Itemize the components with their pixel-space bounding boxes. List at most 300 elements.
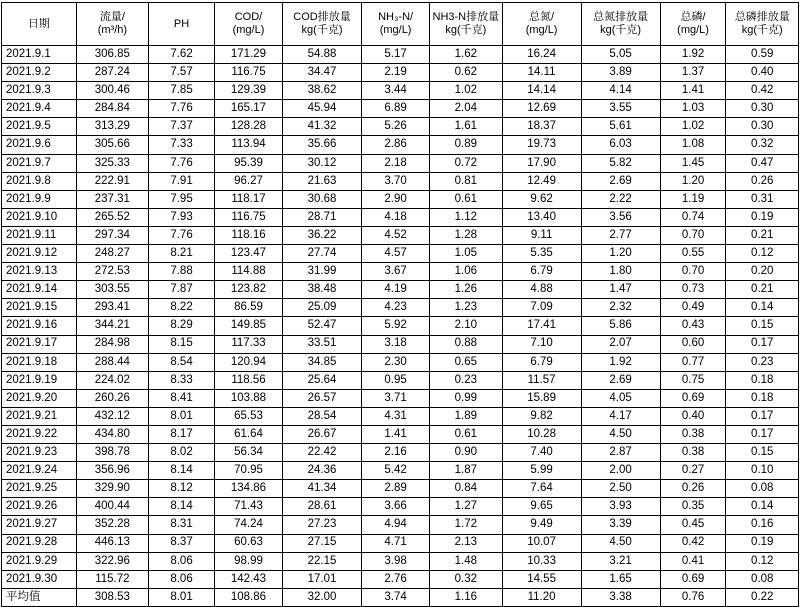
column-header-unit: (m³/h) bbox=[97, 24, 128, 36]
cell-value: 0.88 bbox=[430, 335, 502, 353]
cell-value: 52.47 bbox=[283, 317, 362, 335]
cell-value: 4.50 bbox=[581, 425, 660, 443]
cell-value: 128.28 bbox=[214, 118, 282, 136]
cell-value: 113.94 bbox=[214, 136, 282, 154]
table-row bbox=[2, 190, 799, 208]
cell-value: 1.06 bbox=[430, 263, 502, 281]
cell-value: 70.95 bbox=[214, 462, 282, 480]
cell-date: 2021.9.29 bbox=[2, 552, 77, 570]
cell-value: 0.32 bbox=[430, 570, 502, 588]
cell-value: 4.50 bbox=[581, 534, 660, 552]
cell-value: 3.18 bbox=[362, 335, 430, 353]
column-header-unit: kg(千克) bbox=[600, 24, 642, 36]
table-row bbox=[2, 245, 799, 263]
cell-value: 434.80 bbox=[76, 425, 148, 443]
cell-value: 1.92 bbox=[660, 46, 726, 64]
cell-value: 7.09 bbox=[502, 299, 581, 317]
cell-value: 0.35 bbox=[660, 498, 726, 516]
table-row bbox=[2, 299, 799, 317]
cell-value: 11.57 bbox=[502, 371, 581, 389]
cell-value: 0.15 bbox=[726, 317, 799, 335]
cell-value: 18.37 bbox=[502, 118, 581, 136]
cell-value: 14.11 bbox=[502, 64, 581, 82]
column-header-1 bbox=[76, 3, 148, 46]
cell-value: 0.70 bbox=[660, 226, 726, 244]
cell-value: 0.62 bbox=[430, 64, 502, 82]
cell-value: 7.62 bbox=[149, 46, 215, 64]
cell-value: 0.72 bbox=[430, 154, 502, 172]
cell-value: 34.47 bbox=[283, 64, 362, 82]
average-row bbox=[2, 588, 799, 606]
cell-value: 0.42 bbox=[660, 534, 726, 552]
column-header-unit: (mg/L) bbox=[379, 24, 412, 36]
cell-value: 0.55 bbox=[660, 245, 726, 263]
column-header-2 bbox=[149, 3, 215, 46]
cell-value: 0.20 bbox=[726, 263, 799, 281]
cell-value: 9.11 bbox=[502, 226, 581, 244]
cell-value: 103.88 bbox=[214, 389, 282, 407]
table-row bbox=[2, 552, 799, 570]
cell-value: 7.76 bbox=[149, 100, 215, 118]
cell-date: 2021.9.10 bbox=[2, 208, 77, 226]
cell-value: 0.12 bbox=[726, 245, 799, 263]
table-row bbox=[2, 136, 799, 154]
cell-value: 0.30 bbox=[726, 100, 799, 118]
cell-value: 398.78 bbox=[76, 444, 148, 462]
table-row bbox=[2, 46, 799, 64]
cell-value: 248.27 bbox=[76, 245, 148, 263]
cell-value: 2.10 bbox=[430, 317, 502, 335]
column-header-main: NH3-N排放量 bbox=[432, 11, 500, 24]
cell-date: 2021.9.30 bbox=[2, 570, 77, 588]
cell-value: 8.14 bbox=[149, 462, 215, 480]
cell-value: 3.71 bbox=[362, 389, 430, 407]
cell-value: 7.76 bbox=[149, 154, 215, 172]
cell-value: 1.45 bbox=[660, 154, 726, 172]
column-header-main: 总磷/ bbox=[680, 11, 706, 24]
cell-value: 432.12 bbox=[76, 407, 148, 425]
cell-value: 7.40 bbox=[502, 444, 581, 462]
cell-value: 0.23 bbox=[430, 371, 502, 389]
cell-value: 1.47 bbox=[581, 281, 660, 299]
cell-value: 400.44 bbox=[76, 498, 148, 516]
cell-value: 4.88 bbox=[502, 281, 581, 299]
cell-value: 306.85 bbox=[76, 46, 148, 64]
cell-value: 10.33 bbox=[502, 552, 581, 570]
cell-value: 1.61 bbox=[430, 118, 502, 136]
cell-value: 2.07 bbox=[581, 335, 660, 353]
cell-value: 224.02 bbox=[76, 371, 148, 389]
cell-value: 2.04 bbox=[430, 100, 502, 118]
cell-value: 2.77 bbox=[581, 226, 660, 244]
cell-date: 2021.9.7 bbox=[2, 154, 77, 172]
cell-date: 2021.9.15 bbox=[2, 299, 77, 317]
cell-value: 2.86 bbox=[362, 136, 430, 154]
cell-value: 5.86 bbox=[581, 317, 660, 335]
column-header-6 bbox=[430, 3, 502, 46]
cell-value: 0.18 bbox=[726, 389, 799, 407]
cell-value: 35.66 bbox=[283, 136, 362, 154]
cell-value: 313.29 bbox=[76, 118, 148, 136]
cell-value: 3.70 bbox=[362, 172, 430, 190]
table-row bbox=[2, 425, 799, 443]
cell-value: 54.88 bbox=[283, 46, 362, 64]
cell-value: 0.18 bbox=[726, 371, 799, 389]
cell-value: 117.33 bbox=[214, 335, 282, 353]
column-header-4 bbox=[283, 3, 362, 46]
cell-value: 260.26 bbox=[76, 389, 148, 407]
column-header-3 bbox=[214, 3, 282, 46]
cell-date: 2021.9.13 bbox=[2, 263, 77, 281]
cell-value: 26.57 bbox=[283, 389, 362, 407]
cell-value: 2.87 bbox=[581, 444, 660, 462]
column-header-unit: kg(千克) bbox=[301, 24, 343, 36]
cell-value: 4.05 bbox=[581, 389, 660, 407]
table-row bbox=[2, 353, 799, 371]
cell-value: 25.09 bbox=[283, 299, 362, 317]
cell-value: 265.52 bbox=[76, 208, 148, 226]
cell-value: 123.82 bbox=[214, 281, 282, 299]
cell-average-value: 1.16 bbox=[430, 588, 502, 606]
cell-value: 284.84 bbox=[76, 100, 148, 118]
cell-value: 120.94 bbox=[214, 353, 282, 371]
cell-value: 7.37 bbox=[149, 118, 215, 136]
table-row bbox=[2, 208, 799, 226]
cell-value: 15.89 bbox=[502, 389, 581, 407]
cell-value: 8.37 bbox=[149, 534, 215, 552]
cell-value: 9.65 bbox=[502, 498, 581, 516]
cell-value: 3.67 bbox=[362, 263, 430, 281]
cell-value: 116.75 bbox=[214, 208, 282, 226]
cell-value: 8.41 bbox=[149, 389, 215, 407]
cell-value: 7.88 bbox=[149, 263, 215, 281]
column-header-8 bbox=[581, 3, 660, 46]
cell-value: 5.61 bbox=[581, 118, 660, 136]
cell-value: 30.68 bbox=[283, 190, 362, 208]
cell-value: 3.89 bbox=[581, 64, 660, 82]
cell-value: 7.91 bbox=[149, 172, 215, 190]
cell-value: 5.82 bbox=[581, 154, 660, 172]
cell-value: 1.87 bbox=[430, 462, 502, 480]
cell-value: 2.16 bbox=[362, 444, 430, 462]
cell-value: 329.90 bbox=[76, 480, 148, 498]
cell-value: 123.47 bbox=[214, 245, 282, 263]
cell-value: 1.26 bbox=[430, 281, 502, 299]
cell-value: 3.98 bbox=[362, 552, 430, 570]
cell-value: 114.88 bbox=[214, 263, 282, 281]
cell-value: 9.49 bbox=[502, 516, 581, 534]
cell-value: 28.71 bbox=[283, 208, 362, 226]
cell-value: 2.19 bbox=[362, 64, 430, 82]
cell-value: 9.82 bbox=[502, 407, 581, 425]
cell-value: 1.23 bbox=[430, 299, 502, 317]
cell-value: 0.43 bbox=[660, 317, 726, 335]
cell-value: 0.73 bbox=[660, 281, 726, 299]
cell-value: 17.90 bbox=[502, 154, 581, 172]
cell-value: 0.21 bbox=[726, 226, 799, 244]
table-body bbox=[2, 46, 799, 607]
column-header-main: COD/ bbox=[234, 11, 263, 24]
cell-date: 2021.9.4 bbox=[2, 100, 77, 118]
cell-value: 0.17 bbox=[726, 425, 799, 443]
cell-value: 10.28 bbox=[502, 425, 581, 443]
table-row bbox=[2, 82, 799, 100]
cell-value: 0.40 bbox=[726, 64, 799, 82]
cell-value: 5.05 bbox=[581, 46, 660, 64]
table-row bbox=[2, 462, 799, 480]
cell-average-value: 3.38 bbox=[581, 588, 660, 606]
cell-value: 96.27 bbox=[214, 172, 282, 190]
table-row bbox=[2, 64, 799, 82]
cell-value: 8.54 bbox=[149, 353, 215, 371]
cell-value: 142.43 bbox=[214, 570, 282, 588]
column-header-main: 流量/ bbox=[99, 11, 125, 24]
cell-value: 34.85 bbox=[283, 353, 362, 371]
table-row bbox=[2, 281, 799, 299]
cell-value: 8.15 bbox=[149, 335, 215, 353]
cell-value: 352.28 bbox=[76, 516, 148, 534]
cell-value: 1.19 bbox=[660, 190, 726, 208]
cell-value: 27.74 bbox=[283, 245, 362, 263]
cell-value: 305.66 bbox=[76, 136, 148, 154]
cell-value: 4.17 bbox=[581, 407, 660, 425]
cell-date: 2021.9.12 bbox=[2, 245, 77, 263]
cell-value: 12.69 bbox=[502, 100, 581, 118]
cell-value: 8.29 bbox=[149, 317, 215, 335]
cell-date: 2021.9.9 bbox=[2, 190, 77, 208]
table-row bbox=[2, 263, 799, 281]
cell-value: 0.14 bbox=[726, 299, 799, 317]
cell-date: 2021.9.8 bbox=[2, 172, 77, 190]
cell-value: 0.32 bbox=[726, 136, 799, 154]
table-row bbox=[2, 100, 799, 118]
cell-value: 14.14 bbox=[502, 82, 581, 100]
cell-value: 2.69 bbox=[581, 371, 660, 389]
cell-value: 5.35 bbox=[502, 245, 581, 263]
cell-value: 8.22 bbox=[149, 299, 215, 317]
cell-value: 3.21 bbox=[581, 552, 660, 570]
column-header-9 bbox=[660, 3, 726, 46]
cell-date: 2021.9.25 bbox=[2, 480, 77, 498]
table-row bbox=[2, 118, 799, 136]
cell-value: 26.67 bbox=[283, 425, 362, 443]
table-header bbox=[2, 3, 799, 46]
cell-value: 1.02 bbox=[430, 82, 502, 100]
table-row bbox=[2, 570, 799, 588]
cell-value: 6.03 bbox=[581, 136, 660, 154]
cell-value: 7.64 bbox=[502, 480, 581, 498]
cell-value: 0.38 bbox=[660, 425, 726, 443]
cell-value: 6.79 bbox=[502, 353, 581, 371]
cell-value: 17.01 bbox=[283, 570, 362, 588]
cell-value: 284.98 bbox=[76, 335, 148, 353]
cell-value: 24.36 bbox=[283, 462, 362, 480]
cell-value: 0.49 bbox=[660, 299, 726, 317]
cell-value: 71.43 bbox=[214, 498, 282, 516]
cell-date: 2021.9.16 bbox=[2, 317, 77, 335]
cell-value: 2.30 bbox=[362, 353, 430, 371]
cell-value: 0.41 bbox=[660, 552, 726, 570]
cell-value: 3.44 bbox=[362, 82, 430, 100]
cell-value: 1.20 bbox=[581, 245, 660, 263]
cell-value: 6.89 bbox=[362, 100, 430, 118]
cell-date: 2021.9.24 bbox=[2, 462, 77, 480]
cell-value: 1.20 bbox=[660, 172, 726, 190]
cell-value: 0.45 bbox=[660, 516, 726, 534]
cell-value: 0.08 bbox=[726, 480, 799, 498]
cell-value: 8.02 bbox=[149, 444, 215, 462]
cell-value: 0.47 bbox=[726, 154, 799, 172]
column-header-unit: kg(千克) bbox=[741, 24, 783, 36]
cell-value: 7.93 bbox=[149, 208, 215, 226]
cell-value: 1.62 bbox=[430, 46, 502, 64]
cell-value: 0.75 bbox=[660, 371, 726, 389]
cell-value: 8.17 bbox=[149, 425, 215, 443]
cell-value: 0.17 bbox=[726, 407, 799, 425]
cell-value: 222.91 bbox=[76, 172, 148, 190]
cell-value: 0.21 bbox=[726, 281, 799, 299]
cell-value: 2.00 bbox=[581, 462, 660, 480]
cell-value: 0.23 bbox=[726, 353, 799, 371]
cell-value: 0.99 bbox=[430, 389, 502, 407]
cell-value: 300.46 bbox=[76, 82, 148, 100]
cell-value: 134.86 bbox=[214, 480, 282, 498]
cell-value: 0.40 bbox=[660, 407, 726, 425]
cell-value: 0.19 bbox=[726, 534, 799, 552]
cell-value: 293.41 bbox=[76, 299, 148, 317]
cell-date: 2021.9.3 bbox=[2, 82, 77, 100]
cell-value: 0.30 bbox=[726, 118, 799, 136]
cell-date: 2021.9.18 bbox=[2, 353, 77, 371]
cell-value: 8.06 bbox=[149, 570, 215, 588]
cell-value: 19.73 bbox=[502, 136, 581, 154]
cell-value: 0.65 bbox=[430, 353, 502, 371]
cell-value: 1.72 bbox=[430, 516, 502, 534]
cell-value: 0.15 bbox=[726, 444, 799, 462]
cell-value: 2.50 bbox=[581, 480, 660, 498]
cell-value: 10.07 bbox=[502, 534, 581, 552]
cell-value: 165.17 bbox=[214, 100, 282, 118]
cell-average-value: 32.00 bbox=[283, 588, 362, 606]
table-row bbox=[2, 154, 799, 172]
cell-value: 1.12 bbox=[430, 208, 502, 226]
cell-value: 0.27 bbox=[660, 462, 726, 480]
cell-value: 0.77 bbox=[660, 353, 726, 371]
cell-value: 0.81 bbox=[430, 172, 502, 190]
cell-value: 1.80 bbox=[581, 263, 660, 281]
cell-value: 1.02 bbox=[660, 118, 726, 136]
cell-average-label: 平均值 bbox=[2, 588, 77, 606]
cell-value: 129.39 bbox=[214, 82, 282, 100]
cell-value: 6.79 bbox=[502, 263, 581, 281]
cell-value: 5.99 bbox=[502, 462, 581, 480]
cell-value: 0.61 bbox=[430, 190, 502, 208]
cell-value: 0.14 bbox=[726, 498, 799, 516]
cell-value: 272.53 bbox=[76, 263, 148, 281]
cell-value: 30.12 bbox=[283, 154, 362, 172]
cell-value: 118.16 bbox=[214, 226, 282, 244]
cell-average-value: 8.01 bbox=[149, 588, 215, 606]
column-header-main: COD排放量 bbox=[293, 11, 351, 24]
cell-value: 3.66 bbox=[362, 498, 430, 516]
cell-value: 38.62 bbox=[283, 82, 362, 100]
cell-value: 86.59 bbox=[214, 299, 282, 317]
cell-value: 2.32 bbox=[581, 299, 660, 317]
column-header-unit: (mg/L) bbox=[232, 24, 265, 36]
cell-value: 12.49 bbox=[502, 172, 581, 190]
cell-value: 28.61 bbox=[283, 498, 362, 516]
cell-value: 0.59 bbox=[726, 46, 799, 64]
cell-value: 45.94 bbox=[283, 100, 362, 118]
cell-value: 325.33 bbox=[76, 154, 148, 172]
cell-value: 297.34 bbox=[76, 226, 148, 244]
cell-value: 13.40 bbox=[502, 208, 581, 226]
cell-value: 0.74 bbox=[660, 208, 726, 226]
cell-value: 38.48 bbox=[283, 281, 362, 299]
cell-value: 1.41 bbox=[660, 82, 726, 100]
cell-value: 287.24 bbox=[76, 64, 148, 82]
table-row bbox=[2, 172, 799, 190]
cell-date: 2021.9.27 bbox=[2, 516, 77, 534]
cell-value: 1.65 bbox=[581, 570, 660, 588]
cell-value: 8.06 bbox=[149, 552, 215, 570]
cell-value: 2.89 bbox=[362, 480, 430, 498]
cell-value: 61.64 bbox=[214, 425, 282, 443]
cell-value: 7.33 bbox=[149, 136, 215, 154]
cell-value: 0.17 bbox=[726, 335, 799, 353]
cell-value: 115.72 bbox=[76, 570, 148, 588]
table-row bbox=[2, 480, 799, 498]
column-header-main: NH₃-N/ bbox=[378, 11, 414, 24]
cell-value: 27.23 bbox=[283, 516, 362, 534]
cell-value: 0.61 bbox=[430, 425, 502, 443]
cell-value: 8.31 bbox=[149, 516, 215, 534]
cell-value: 31.99 bbox=[283, 263, 362, 281]
table-row bbox=[2, 371, 799, 389]
cell-value: 33.51 bbox=[283, 335, 362, 353]
table-row bbox=[2, 516, 799, 534]
cell-value: 4.14 bbox=[581, 82, 660, 100]
cell-value: 7.95 bbox=[149, 190, 215, 208]
cell-date: 2021.9.22 bbox=[2, 425, 77, 443]
cell-value: 2.76 bbox=[362, 570, 430, 588]
cell-value: 1.28 bbox=[430, 226, 502, 244]
cell-value: 7.10 bbox=[502, 335, 581, 353]
table-row bbox=[2, 444, 799, 462]
cell-value: 0.31 bbox=[726, 190, 799, 208]
cell-value: 14.55 bbox=[502, 570, 581, 588]
cell-value: 3.55 bbox=[581, 100, 660, 118]
cell-value: 5.42 bbox=[362, 462, 430, 480]
cell-value: 16.24 bbox=[502, 46, 581, 64]
cell-value: 2.18 bbox=[362, 154, 430, 172]
column-header-main: 总氮/ bbox=[529, 11, 555, 24]
column-header-main: 总磷排放量 bbox=[734, 11, 790, 24]
cell-value: 2.13 bbox=[430, 534, 502, 552]
cell-value: 4.19 bbox=[362, 281, 430, 299]
cell-value: 2.22 bbox=[581, 190, 660, 208]
cell-value: 149.85 bbox=[214, 317, 282, 335]
table-row bbox=[2, 317, 799, 335]
cell-value: 1.89 bbox=[430, 407, 502, 425]
cell-value: 118.17 bbox=[214, 190, 282, 208]
cell-value: 4.31 bbox=[362, 407, 430, 425]
cell-value: 5.17 bbox=[362, 46, 430, 64]
cell-value: 0.19 bbox=[726, 208, 799, 226]
cell-value: 303.55 bbox=[76, 281, 148, 299]
header-row bbox=[2, 3, 799, 46]
cell-date: 2021.9.11 bbox=[2, 226, 77, 244]
